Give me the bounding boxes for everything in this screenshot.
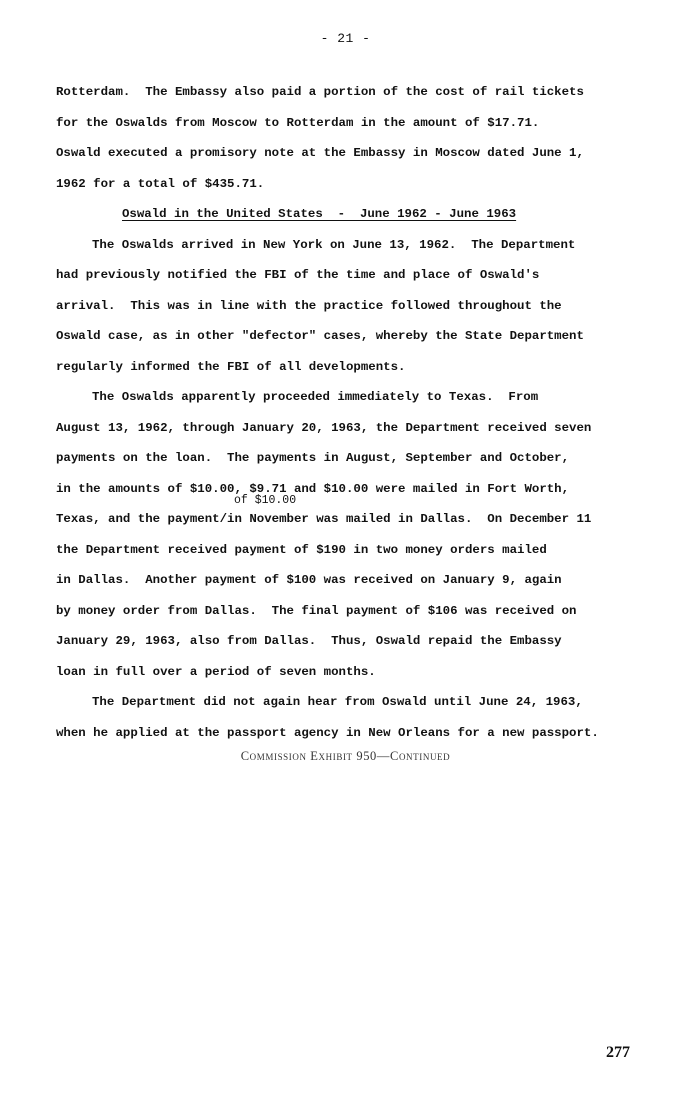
text-line: for the Oswalds from Moscow to Rotterdam in the amount of $17.71. xyxy=(56,115,540,130)
text-line: arrival. This was in line with the practice followed throughout the xyxy=(56,298,562,313)
text-line: The Oswalds arrived in New York on June 13, 1962. The Department xyxy=(92,237,576,252)
text-line: loan in full over a period of seven months. xyxy=(56,664,376,679)
text-line: when he applied at the passport agency in New Orleans for a new passport. xyxy=(56,725,599,740)
page-marker: - 21 - xyxy=(320,31,371,46)
text-line: Oswald executed a promisory note at the Embassy in Moscow dated June 1, xyxy=(56,146,584,160)
text-line: the Department received payment of $190 in two money orders mailed xyxy=(56,542,547,557)
text-line: in the amounts of $10.00, $9.71 and $10.00 were mailed in Fort Worth, xyxy=(56,481,570,496)
text-line: Oswald case, as in other "defector" cases, whereby the State Department xyxy=(56,329,584,343)
section-heading: Oswald in the United States - June 1962 - June 1963 xyxy=(122,207,517,221)
text-line: by money order from Dallas. The final payment of $106 was received on xyxy=(56,603,577,618)
text-line: had previously notified the FBI of the time and place of Oswald's xyxy=(56,268,540,282)
text-line: The Department did not again hear from Oswald until June 24, 1963, xyxy=(92,695,583,709)
text-line: The Oswalds apparently proceeded immediately to Texas. From xyxy=(92,390,539,404)
text-line: August 13, 1962, through January 20, 1963, the Department received seven xyxy=(56,420,592,435)
text-line: Texas, and the payment/in November was mailed in Dallas. On December 11 xyxy=(56,512,592,526)
memo-body xyxy=(56,77,616,748)
page-number: 277 xyxy=(606,1044,630,1061)
exhibit-caption: Commission Exhibit 950—Continued xyxy=(240,749,451,763)
text-line: 1962 for a total of $435.71. xyxy=(56,176,265,191)
interlinear-insert: of $10.00 xyxy=(234,494,297,507)
text-line: January 29, 1963, also from Dallas. Thus, Oswald repaid the Embassy xyxy=(56,634,562,648)
text-line: regularly informed the FBI of all developments. xyxy=(56,359,406,374)
text-line: in Dallas. Another payment of $100 was received on January 9, again xyxy=(56,573,562,587)
text-line: payments on the loan. The payments in August, September and October, xyxy=(56,451,570,465)
text-line: Rotterdam. The Embassy also paid a portion of the cost of rail tickets xyxy=(56,85,584,99)
